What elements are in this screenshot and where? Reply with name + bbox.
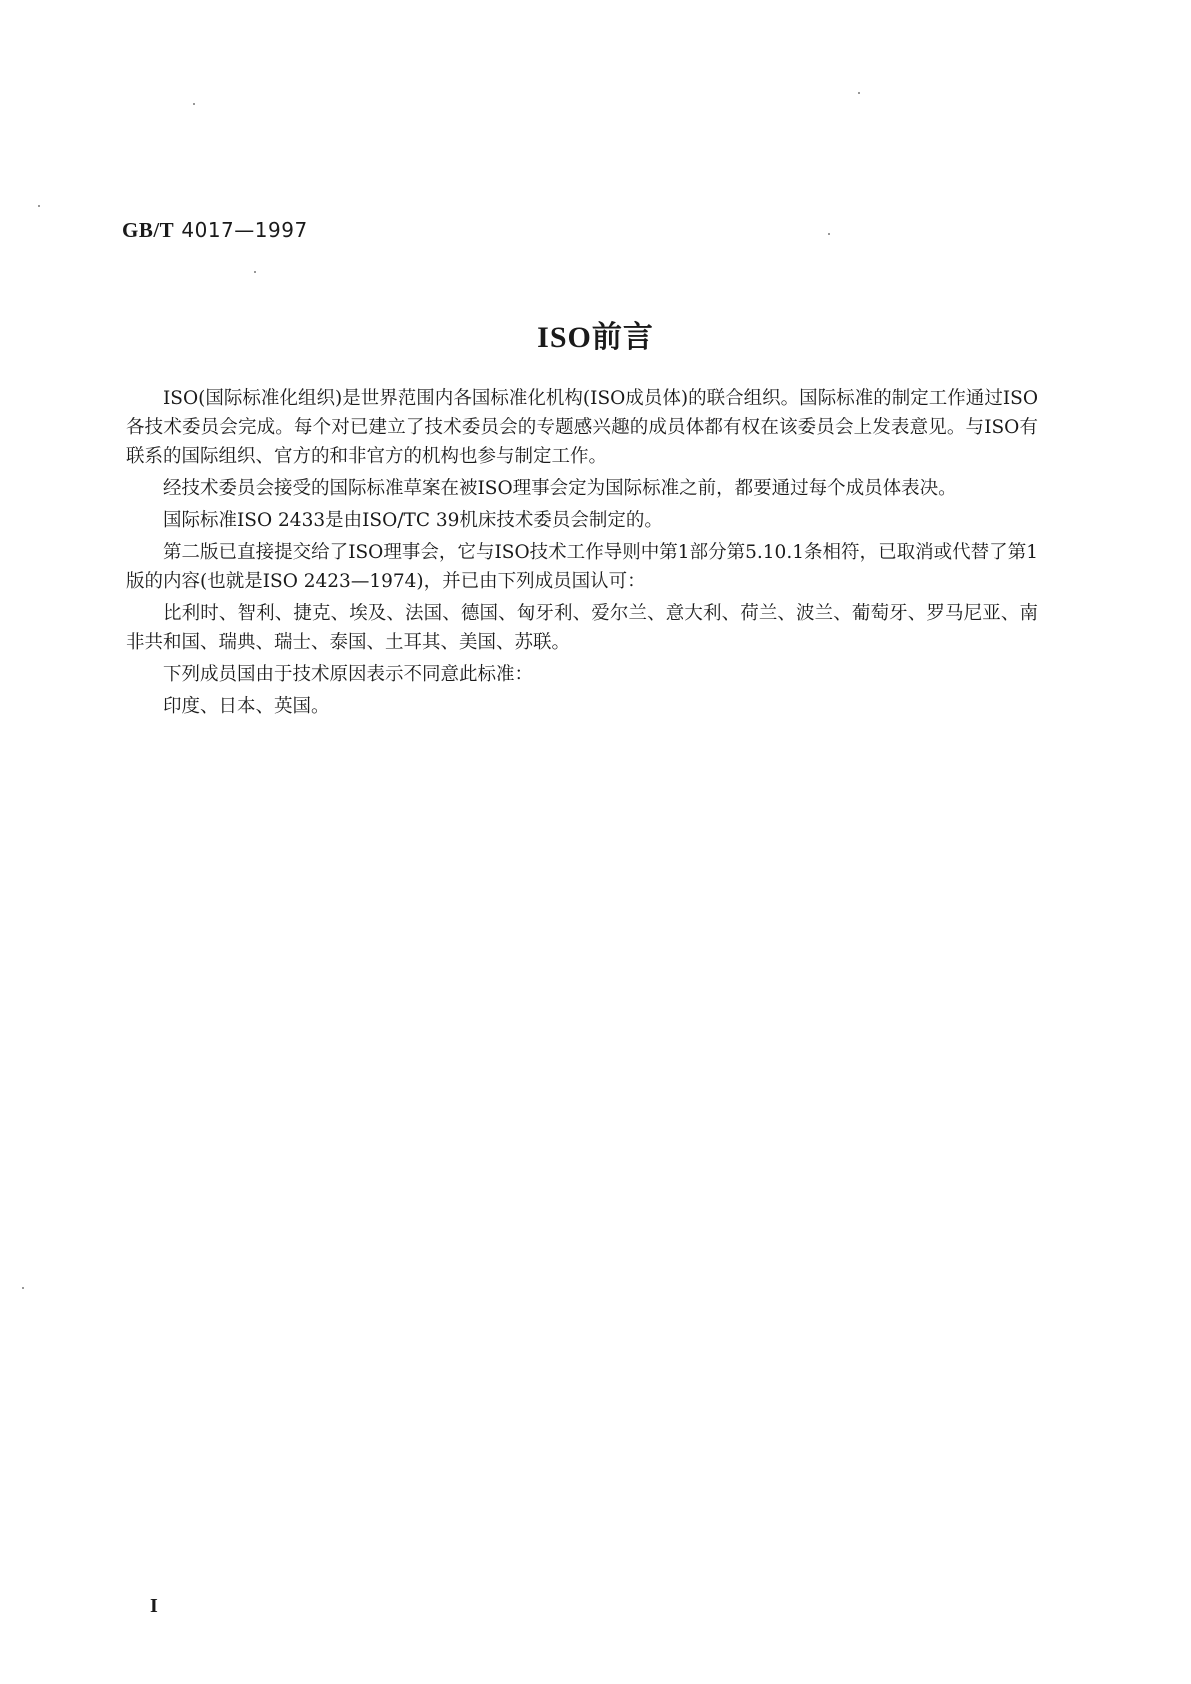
paragraph: 国际标准ISO 2433是由ISO/TC 39机床技术委员会制定的。 (163, 510, 663, 531)
scan-speck (38, 205, 40, 207)
scan-speck (193, 103, 195, 105)
paragraph: 第二版已直接提交给了ISO理事会，它与ISO技术工作导则中第1部分第5.10.1条相符，已取消或代替了第1版的内容(也就是ISO 2423—1974)，并已由下列成员国认可： (126, 542, 1038, 592)
document-header (122, 218, 308, 243)
scan-speck (22, 1287, 24, 1289)
paragraph: ISO(国际标准化组织)是世界范围内各国标准化机构(ISO成员体)的联合组织。国际标准的制定工作通过ISO各技术委员会完成。每个对已建立了技术委员会的专题感兴趣的成员体都有权在该委员会上发表意见。与ISO有联系的国际组织、官方的和非官方的机构也参与制定工作。 (126, 388, 1038, 467)
page-number: I (150, 1595, 158, 1617)
scan-speck (254, 271, 256, 273)
standard-number: 4017—1997 (181, 218, 308, 242)
paragraph: 下列成员国由于技术原因表示不同意此标准： (163, 664, 534, 685)
paragraph: 比利时、智利、捷克、埃及、法国、德国、匈牙利、爱尔兰、意大利、荷兰、波兰、葡萄牙、罗马尼亚、南非共和国、瑞典、瑞士、泰国、土耳其、美国、苏联。 (126, 603, 1038, 653)
scan-speck (858, 92, 860, 94)
page-title: ISO前言 (537, 321, 654, 354)
paragraph: 印度、日本、英国。 (163, 696, 330, 717)
paragraph: 经技术委员会接受的国际标准草案在被ISO理事会定为国际标准之前，都要通过每个成员体表决。 (163, 478, 957, 499)
scan-speck (828, 233, 830, 235)
document-body (126, 384, 1038, 724)
standard-prefix: GB/T (122, 218, 175, 242)
